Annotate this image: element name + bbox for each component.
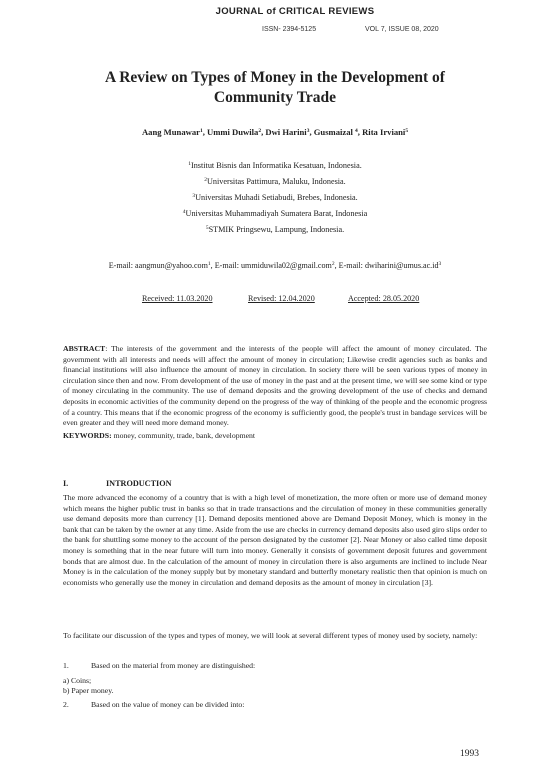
author: Rita Irviani$^5$ xyxy=(362,127,409,137)
keywords xyxy=(63,431,487,440)
intro-paragraph: The more advanced the economy of a country that is with a high level of monetization, the more often or more use of demand money which means the higher public trust in banks so that in trade transactions and the circulation of money in these communities generally use demand deposits more than currency [1]. Demand deposits mentioned above are Demand Deposit Money, which is money in the bank that can be taken by the owner at any time. Aside from the use are checks in currency demand deposits also used giro slips order to the bank for shuttling some money to the account of the person designated by the customer [2]. Near Money or also called time deposit money is something that in the near future will turn into money. Generally it consists of government deposit futures and government bonds that are almost due. In the calculation of the amount of money in circulation there is also arguments are inclined to include Near Money is in the calculation of the money supply but by monetary standard and butterfly monetary realistic then that opinion is much on economists who generally use the money in circulation and demand deposits as the amount of money in circulation [3]. xyxy=(63,493,487,587)
keywords-label: KEYWORDS: xyxy=(63,431,112,440)
sub-list-item: a) Coins; xyxy=(63,676,92,685)
author: Aang Munawar$^1$ xyxy=(141,127,203,137)
email-3[interactable]: , E-mail: dwiharini@umus.ac.id xyxy=(334,261,439,270)
author: Ummi Duwila$^2$ xyxy=(207,127,262,137)
abstract-label: ABSTRACT xyxy=(63,344,106,353)
accepted-date: Accepted: 28.05.2020 xyxy=(348,294,420,303)
page-number: 1993 xyxy=(460,749,479,759)
email-1[interactable]: E-mail: aangmun@yahoo.com xyxy=(108,261,208,270)
paragraph-2: To facilitate our discussion of the types and types of money, we will look at several different types of money used by society, namely: xyxy=(63,631,478,640)
section-title: INTRODUCTION xyxy=(106,479,172,488)
affiliation: $^4$Universitas Muhammadiyah Sumatera Barat, Indonesia xyxy=(182,209,368,218)
revised-date: Revised: 12.04.2020 xyxy=(248,294,315,303)
title-line-1: A Review on Types of Money in the Development of xyxy=(105,69,445,86)
abstract-text: : The interests of the government and the interests of the people will affect the amount of money circulated. The government with all interests and needs will affect the amount of money in circulation; Likewise credit agencies such as banks and financial institutions will also influence the amount of money in circulation. In society there will be seen various types of money in circulation since then and now. From development of the use of money in the past and at the present time, we will see some kind or type of money circulating in the community. The use of demand deposits and the growing development of the use of checks and demand deposits in economic activities of the community depend on the progress of the way of thinking of the people and the economic progress of a country. This means that if the economic progress of the economy is sufficiently good, the people's trust in bandage services will be even greater and they will need more demand money. xyxy=(63,344,487,428)
journal-name: JOURNAL of CRITICAL REVIEWS xyxy=(215,6,375,17)
affiliation: $^1$Institut Bisnis dan Informatika Kesatuan, Indonesia. xyxy=(188,161,362,170)
list-text: Based on the material from money are distinguished: xyxy=(91,661,256,670)
received-date: Received: 11.03.2020 xyxy=(142,294,213,303)
list-text: Based on the value of money can be divided into: xyxy=(91,700,245,709)
sub-list-item: b) Paper money. xyxy=(63,686,114,695)
affiliation: $^2$Universitas Pattimura, Maluku, Indonesia. xyxy=(204,177,346,186)
author: Gusmaizal $^4$ xyxy=(313,127,358,137)
author: Dwi Harini$^3$ xyxy=(265,127,310,137)
affiliation: $^3$Universitas Muhadi Setiabudi, Brebes, Indonesia. xyxy=(192,193,358,202)
section-number: I. xyxy=(63,479,69,488)
email-2[interactable]: , E-mail: ummiduwila02@gmail.com xyxy=(210,261,332,270)
keywords-text: money, community, trade, bank, development xyxy=(111,431,256,440)
list-number: 2. xyxy=(63,700,69,709)
abstract xyxy=(63,344,487,429)
volume-issue: VOL 7, ISSUE 08, 2020 xyxy=(365,26,439,33)
author-list: Aang Munawar$^1$, Ummi Duwila$^2$, Dwi Harini$^3$, Gusmaizal $^4$, Rita Irviani$^5$ xyxy=(141,127,409,137)
paper-title xyxy=(60,68,490,108)
affiliation: $^5$STMIK Pringsewu, Lampung, Indonesia. xyxy=(205,225,345,234)
affiliation-list xyxy=(40,158,510,238)
title-line-2: Community Trade xyxy=(213,89,337,106)
list-number: 1. xyxy=(63,661,69,670)
issn: ISSN- 2394-5125 xyxy=(262,26,317,33)
email-line: E-mail: aangmun@yahoo.com$^1$, E-mail: ummiduwila02@gmail.com$^2$, E-mail: $dwiharini@umus.ac.id^3$ xyxy=(108,261,442,270)
